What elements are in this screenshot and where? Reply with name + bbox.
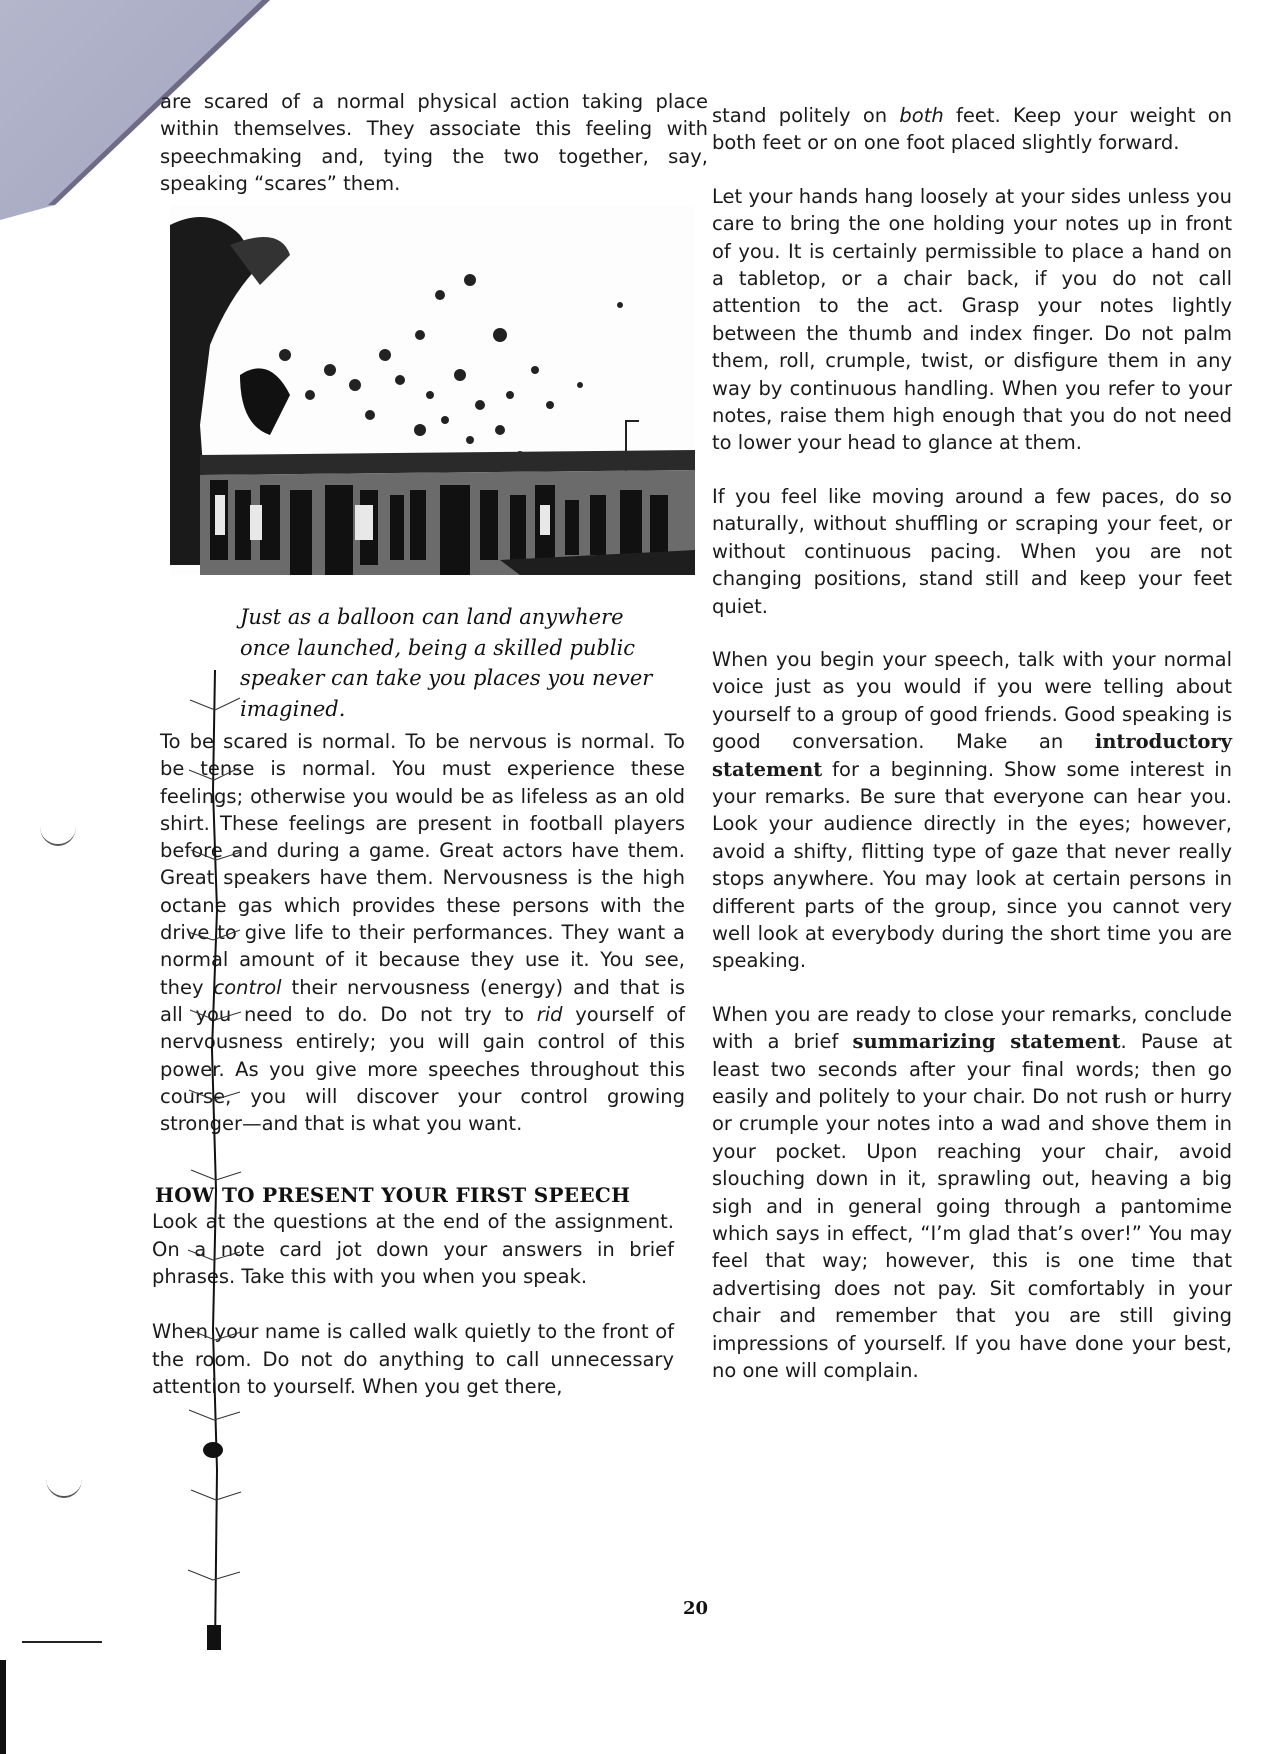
right-column [712,102,1232,1384]
scan-edge-shadow [0,1660,6,1754]
emphasis-rid: rid [536,1002,563,1026]
scan-edge-line [22,1641,102,1643]
opening-paragraph: are scared of a normal physical action taking place within themselves. They associate this feeling with speechmaking and, tying the two together, say, speaking “scares” them. [160,90,708,196]
binder-hole-mark [46,1460,82,1498]
page-number: 20 [683,1598,709,1619]
term-introductory-statement: introductory statement [712,730,1232,781]
balloon-photo-illustration [170,205,695,575]
balloon-release-photo [170,205,695,575]
stand-paragraph [712,102,1232,157]
binding-crack-artifact [185,670,245,1650]
stand-text-part2: feet. Keep your weight on both feet or on one foot placed slightly forward. [712,104,1233,155]
begin-text-part2: for a beginning. Show some interest in your remarks. Be sure that everyone can hear you. Look your audience directly in the eyes; however, avoid a shifty, flitting type of gaze that never really stops anywhere. You may look at certain persons in different parts of the group, since you cannot very well look at everybody during the short time you are speaking. [712,757,1232,973]
questions-paragraph: Look at the questions at the end of the assignment. On a note card jot down your answers in brief phrases. Take this with you when you speak. [152,1210,674,1288]
stand-text-part1: stand politely on [712,104,900,127]
close-text-part2: . Pause at least two seconds after your final words; then go easily and politely to your chair. Do not rush or hurry or crumple your notes into a wad and shove them in your pocket. Upon reaching your chair, avoid slouching down in it, sprawling out, heaving a big sigh and in general going through a pantomime which says in effect, “I’m glad that’s over!” You may feel that way; however, this is one time that advertising does not pay. Sit comfortably in your chair and remember that you are still giving impressions of yourself. If you have done your best, no one will complain. [712,1030,1232,1383]
emphasis-control: control [213,975,282,999]
term-summarizing-statement: summarizing statement [852,1030,1121,1054]
nervousness-text-part2: their nervousness (energy) and that is all you need to do. Do not try to [160,975,685,1026]
binder-hole-mark [40,808,76,846]
close-text-part1: When you are ready to close your remarks, conclude with a brief [712,1002,1232,1054]
name-called-paragraph: When your name is called walk quietly to the front of the room. Do not do anything to call unnecessary attention to yourself. When you get there, [152,1320,674,1398]
section-heading: HOW TO PRESENT YOUR FIRST SPEECH [155,1183,631,1207]
moving-paragraph: If you feel like moving around a few paces, do so naturally, without shuffling or scraping your feet, or without continuous pacing. When you are not changing positions, stand still and keep your feet quiet. [712,484,1232,618]
nervousness-text-part1: To be scared is normal. To be nervous is normal. To be tense is normal. You must experience these feelings; otherwise you would be as lifeless as an old shirt. These feelings are present in football players before and during a game. Great actors have them. Great speakers have them. Nervousness is the high octane gas which provides these persons with the drive to give life to their performances. They want a normal amount of it because they use it. You see, they [160,730,685,999]
close-speech-paragraph [712,1001,1232,1385]
emphasis-both: both [899,104,944,127]
left-column-opening [160,88,708,198]
begin-speech-paragraph [712,646,1232,975]
hands-paragraph: Let your hands hang loosely at your sides unless you care to bring the one holding your notes up in front of you. It is certainly permissible to place a hand on a tabletop, or a chair back, if you do not call attention to the act. Grasp your notes lightly between the thumb and index finger. Do not palm them, roll, crumple, twist, or disfigure them in any way by continuous handling. When you refer to your notes, raise them high enough that you do not need to lower your head to glance at them. [712,184,1232,455]
nervousness-text-part3: yourself of nervousness entirely; you will gain control of this power. As you give more speeches throughout this course, you will discover your control growing stronger—and that is what you want. [160,1002,685,1136]
begin-text-part1: When you begin your speech, talk with your normal voice just as you would if you were telling about yourself to a group of good friends. Good speaking is good conversation. Make an [712,647,1232,754]
photo-caption: Just as a balloon can land anywhere once launched, being a skilled public speaker can take you places you never imagined. [240,605,653,721]
